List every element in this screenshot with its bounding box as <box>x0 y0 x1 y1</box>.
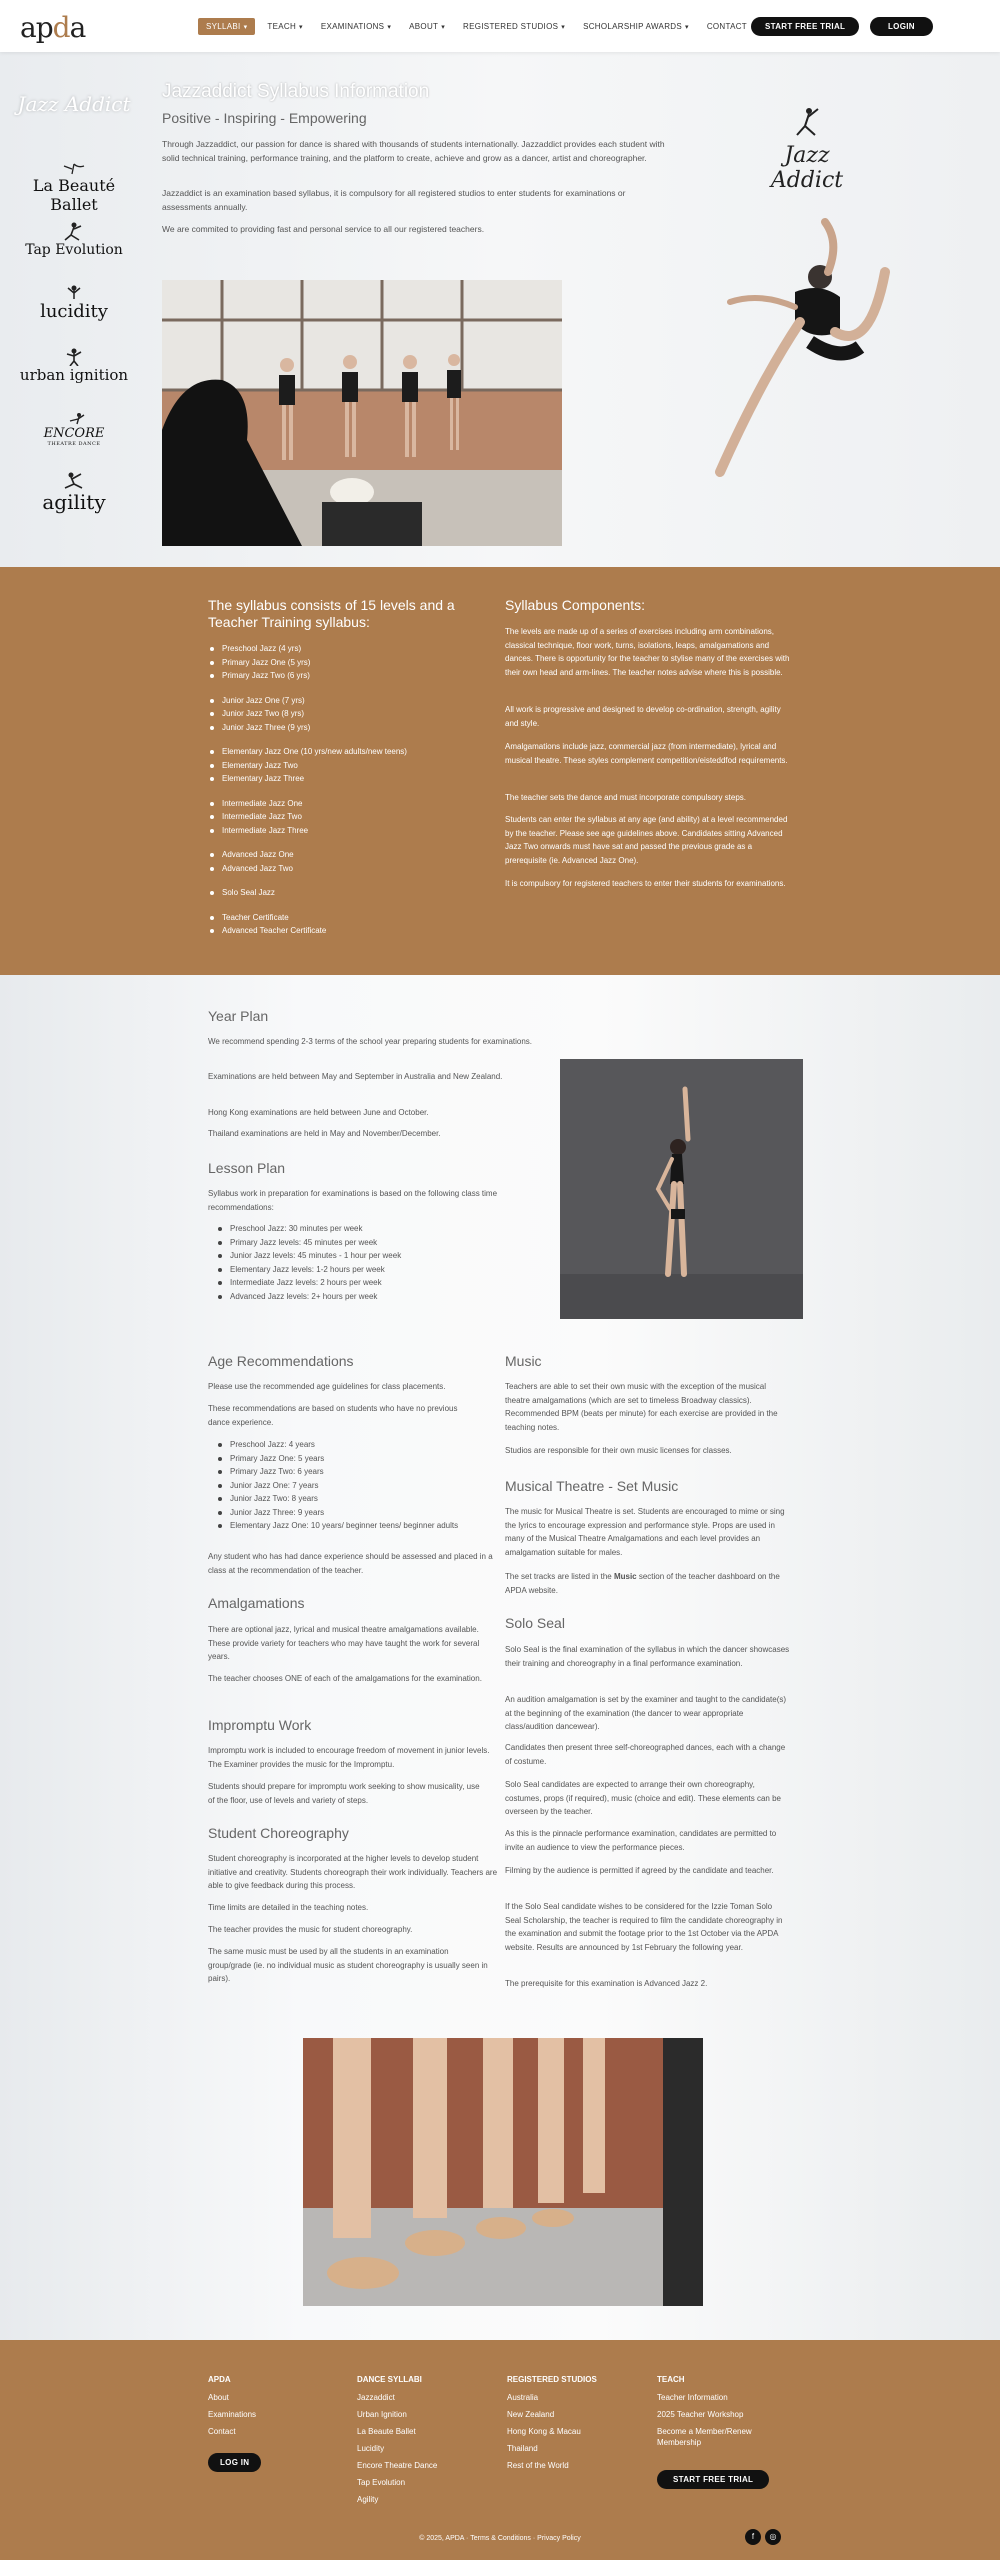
list-item: Junior Jazz levels: 45 minutes - 1 hour per week <box>208 1249 401 1263</box>
age-list <box>208 1438 458 1533</box>
list-item: Junior Jazz Three: 9 years <box>208 1506 458 1520</box>
music-paragraph: Teachers are able to set their own music with the exception of the musical theatre amalgamations (which are set to timeless Broadway classics). Recommended BPM (beats per minute) for each exercise are provided in the teaching notes. <box>505 1382 778 1432</box>
class-photo <box>162 280 562 546</box>
list-item: Elementary Jazz One: 10 years/ beginner teens/ beginner adults <box>208 1519 458 1533</box>
solo-seal-paragraph: The prerequisite for this examination is Advanced Jazz 2. <box>505 1979 708 1988</box>
list-item: Elementary Jazz Three <box>210 772 407 786</box>
instagram-icon[interactable]: ◎ <box>765 2529 781 2545</box>
music-dashboard-link[interactable]: Music <box>613 1572 637 1581</box>
levels-heading: The syllabus consists of 15 levels and a Teacher Training syllabus: <box>208 597 455 630</box>
nav-item-scholarship-awards[interactable] <box>583 22 689 31</box>
music-paragraph: Studios are responsible for their own music licenses for classes. <box>505 1446 732 1455</box>
lucidity-dancer-icon <box>59 285 89 301</box>
chevron-down-icon: ▾ <box>561 24 566 31</box>
chevron-down-icon: ▾ <box>441 24 446 31</box>
components-paragraph: The teacher sets the dance and must incorporate compulsory steps. <box>505 793 747 802</box>
year-plan-paragraph: Thailand examinations are held in May and November/December. <box>208 1129 441 1138</box>
login-button[interactable]: LOGIN <box>870 17 933 36</box>
components-paragraph: Students can enter the syllabus at any age (and ability) at a level recommended by the teacher. Please see age guidelines above. Candidates sitting Advanced Jazz Two onwards must have sat and passed the previous grade as a prerequisite (ie. Advanced Jazz One). <box>505 815 788 865</box>
list-item: Junior Jazz One: 7 years <box>208 1479 458 1493</box>
year-plan-paragraph: We recommend spending 2-3 terms of the school year preparing students for examinations. <box>208 1037 533 1046</box>
list-item: Junior Jazz Two (8 yrs) <box>210 707 407 721</box>
footer-column-teach <box>657 2375 752 2448</box>
amalgamations-paragraph: There are optional jazz, lyrical and musical theatre amalgamations available. These provide variety for teachers who may have taught the work for several years. <box>208 1625 480 1661</box>
brand-logo-urban-ignition[interactable] <box>14 348 134 384</box>
list-item: Solo Seal Jazz <box>210 886 407 900</box>
age-paragraph: Any student who has had dance experience should be assessed and placed in a class at the recommendation of the teacher. <box>208 1552 493 1575</box>
main-menu <box>198 18 765 35</box>
solo-seal-paragraph: Candidates then present three self-choreographed dances, each with a change of costume. <box>505 1743 786 1766</box>
solo-seal-paragraph: Filming by the audience is permitted if agreed by the candidate and teacher. <box>505 1866 774 1875</box>
list-item: Intermediate Jazz levels: 2 hours per week <box>208 1276 401 1290</box>
footer-heading: APDA <box>208 2375 231 2384</box>
age-paragraph: These recommendations are based on students who have no previous dance experience. <box>208 1404 458 1427</box>
logo-text: Jazz <box>784 143 830 168</box>
list-item: Intermediate Jazz Two <box>210 810 407 824</box>
text-span: section of the teacher dashboard on the APDA website. <box>505 1572 780 1595</box>
encore-dancer-icon <box>59 412 89 426</box>
footer-link-agility[interactable]: Agility <box>357 2495 379 2504</box>
list-item: Elementary Jazz levels: 1-2 hours per week <box>208 1263 401 1277</box>
choreography-paragraph: Time limits are detailed in the teaching notes. <box>208 1903 369 1912</box>
brand-label: lucidity <box>40 301 108 322</box>
nav-label: REGISTERED STUDIOS <box>463 22 559 31</box>
footer-link-become-member[interactable]: Become a Member/Renew <box>657 2427 752 2436</box>
impromptu-paragraph: Students should prepare for impromptu work seeking to show musicality, use of the floor, use of levels and variety of steps. <box>208 1782 480 1805</box>
brand-logo-jazzaddict[interactable]: Jazz Addict <box>17 92 131 116</box>
lesson-plan-list <box>208 1222 401 1303</box>
page-title: Jazzaddict Syllabus Information <box>162 81 430 102</box>
start-free-trial-button[interactable]: START FREE TRIAL <box>751 17 859 36</box>
nav-label: SCHOLARSHIP AWARDS <box>583 22 682 31</box>
age-recommendations-heading: Age Recommendations <box>208 1353 354 1369</box>
musical-theatre-paragraph: The music for Musical Theatre is set. Students are encouraged to mime or sing the lyrics to encourage expression and performance style. Props are used in many of the Musical Theatre Amalgamations and each level provides an amalgamation suitable for males. <box>505 1507 785 1557</box>
levels-list <box>210 642 407 938</box>
nav-label: SYLLABI <box>206 22 241 31</box>
list-item: Teacher Certificate <box>210 911 407 925</box>
lesson-plan-heading: Lesson Plan <box>208 1160 286 1176</box>
brand-logo-tap-evolution[interactable] <box>14 222 134 258</box>
footer-link-contact[interactable]: Contact <box>208 2427 236 2436</box>
footer-heading: TEACH <box>657 2375 685 2384</box>
footer-heading: DANCE SYLLABI <box>357 2375 422 2384</box>
hero-section <box>0 52 1000 567</box>
solo-seal-paragraph: An audition amalgamation is set by the examiner and taught to the candidate(s) at the beginning of the examination (the dancer to wear appropriate class/audition dancewear). <box>505 1695 787 1731</box>
choreography-paragraph: The teacher provides the music for student choreography. <box>208 1925 413 1934</box>
footer-link-membership[interactable]: Membership <box>657 2438 702 2447</box>
brand-label: agility <box>42 490 106 514</box>
list-item: Advanced Jazz One <box>210 848 407 862</box>
nav-item-registered-studios[interactable] <box>463 22 565 31</box>
footer-link-jazzaddict[interactable]: Jazzaddict <box>357 2393 395 2402</box>
nav-item-contact[interactable]: CONTACT <box>706 22 747 31</box>
jazzaddict-logo: Jazz Addict <box>752 107 862 193</box>
list-item: Primary Jazz Two: 6 years <box>208 1465 458 1479</box>
footer-link-teacher-information[interactable]: Teacher Information <box>657 2393 728 2402</box>
footer-link-hong-kong-macau[interactable]: Hong Kong & Macau <box>507 2427 581 2436</box>
choreography-paragraph: Student choreography is incorporated at the higher levels to develop student initiative and creativity. Students choreograph their work individually. Teachers are able to give feedback during this process. <box>208 1854 498 1890</box>
logo-letter: a <box>69 11 86 44</box>
chevron-down-icon: ▾ <box>684 24 689 31</box>
footer-link-rest-of-world[interactable]: Rest of the World <box>507 2461 569 2470</box>
brand-label: urban ignition <box>19 366 129 384</box>
ballet-dancer-photo <box>560 1059 803 1319</box>
amalgamations-heading: Amalgamations <box>208 1595 305 1611</box>
logo-text: ddict <box>786 168 844 193</box>
components-paragraph: It is compulsory for registered teachers to enter their students for examinations. <box>505 879 786 888</box>
page-subtitle: Positive - Inspiring - Empowering <box>162 110 367 126</box>
separator: · <box>466 2535 469 2542</box>
list-item: Preschool Jazz: 30 minutes per week <box>208 1222 401 1236</box>
logo-letter: a <box>20 11 36 44</box>
year-plan-heading: Year Plan <box>208 1008 269 1024</box>
intro-paragraph: Through Jazzaddict, our passion for dance is shared with thousands of students internationally. Jazzaddict provides each student with solid technical training, performance training, and the platform to create, achieve and grow as a dancer, artist and choreographer. <box>162 139 665 163</box>
site-footer <box>0 2340 1000 2560</box>
list-item: Intermediate Jazz Three <box>210 824 407 838</box>
nav-label: EXAMINATIONS <box>320 22 385 31</box>
list-item: Junior Jazz Three (9 yrs) <box>210 721 407 735</box>
list-item: Intermediate Jazz One <box>210 797 407 811</box>
chevron-down-icon: ▾ <box>387 24 392 31</box>
separator: · <box>532 2535 536 2542</box>
footer-link-about[interactable]: About <box>208 2393 229 2402</box>
brand-sublabel: THEATRE DANCE <box>47 441 101 447</box>
footer-link-new-zealand[interactable]: New Zealand <box>507 2410 555 2419</box>
copyright-bar <box>0 2535 1000 2542</box>
year-plan-paragraph: Hong Kong examinations are held between June and October. <box>208 1108 429 1117</box>
list-item: Preschool Jazz (4 yrs) <box>210 642 407 656</box>
footer-link-lucidity[interactable]: Lucidity <box>357 2444 385 2453</box>
brand-logo-la-beaute-ballet[interactable] <box>14 162 134 214</box>
footer-column-dance-syllabi <box>357 2375 437 2508</box>
nav-label: TEACH <box>267 22 297 31</box>
student-choreography-heading: Student Choreography <box>208 1825 349 1841</box>
list-item: Primary Jazz levels: 45 minutes per week <box>208 1236 401 1250</box>
copyright-text: © 2025, APDA <box>419 2535 465 2542</box>
impromptu-heading: Impromptu Work <box>208 1717 312 1733</box>
footer-link-australia[interactable]: Australia <box>507 2393 539 2402</box>
brand-label: Tap Evolution <box>25 242 123 258</box>
footer-column-apda <box>208 2375 256 2440</box>
chevron-down-icon: ▾ <box>299 24 303 31</box>
music-heading: Music <box>505 1353 542 1369</box>
solo-seal-paragraph: If the Solo Seal candidate wishes to be considered for the Izzie Toman Solo Seal Scholarship, the teacher is required to film the candidate choreography in the examination and submit the footage prior to the 1st October via the APDA website. Results are announced by 1st February the following year. <box>505 1902 783 1952</box>
list-item: Advanced Jazz Two <box>210 862 407 876</box>
nav-item-examinations[interactable] <box>321 22 391 31</box>
nav-item-syllabi[interactable] <box>198 18 255 35</box>
footer-link-la-beaute-ballet[interactable]: La Beaute Ballet <box>357 2427 416 2436</box>
lesson-plan-intro: Syllabus work in preparation for examinations is based on the following class time recommendations: <box>208 1189 498 1212</box>
brand-logo-agility[interactable] <box>14 472 134 514</box>
list-item: Primary Jazz Two (6 yrs) <box>210 669 407 683</box>
footer-link-teacher-workshop[interactable]: 2025 Teacher Workshop <box>657 2410 744 2419</box>
brand-label: ENCORE <box>43 426 105 441</box>
footer-column-registered-studios <box>507 2375 597 2474</box>
nav-item-about[interactable] <box>409 22 445 31</box>
top-navigation <box>0 0 1000 52</box>
choreography-paragraph: The same music must be used by all the students in an examination group/grade (ie. no individual music as student choreography is usually seen in pairs). <box>208 1947 488 1983</box>
footer-link-encore[interactable]: Encore Theatre Dance <box>357 2461 438 2470</box>
text-span: The set tracks are listed in the <box>505 1572 614 1581</box>
list-item: Preschool Jazz: 4 years <box>208 1438 458 1452</box>
year-plan-paragraph: Examinations are held between May and September in Australia and New Zealand. <box>208 1072 503 1081</box>
footer-start-free-trial-button[interactable]: START FREE TRIAL <box>657 2470 769 2489</box>
brand-logo-lucidity[interactable] <box>14 285 134 322</box>
list-item: Junior Jazz One (7 yrs) <box>210 694 407 708</box>
solo-seal-heading: Solo Seal <box>505 1615 565 1631</box>
chevron-down-icon: ▾ <box>243 24 248 31</box>
leaping-dancer-photo <box>700 182 900 542</box>
apda-logo[interactable] <box>20 11 85 44</box>
list-item: Junior Jazz Two: 8 years <box>208 1492 458 1506</box>
syllabus-details <box>0 975 1000 2340</box>
solo-seal-paragraph: As this is the pinnacle performance examination, candidates are permitted to invite an audience to view the performance pieces. <box>505 1829 777 1852</box>
logo-letter: p <box>35 11 53 44</box>
age-paragraph: Please use the recommended age guidelines for class placements. <box>208 1382 446 1391</box>
list-item: Elementary Jazz One (10 yrs/new adults/new teens) <box>210 745 407 759</box>
nav-item-teach[interactable] <box>267 22 302 31</box>
amalgamations-paragraph: The teacher chooses ONE of each of the amalgamations for the examination. <box>208 1674 482 1683</box>
facebook-icon[interactable]: f <box>745 2529 761 2545</box>
musical-theatre-paragraph <box>505 1570 790 1597</box>
jazz-dancer-icon <box>787 107 827 137</box>
components-heading: Syllabus Components: <box>505 597 646 613</box>
logo-letter: d <box>52 11 70 44</box>
ballerina-icon <box>54 162 94 176</box>
impromptu-paragraph: Impromptu work is included to encourage freedom of movement in junior levels. The Examiner provides the music for the Impromptu. <box>208 1746 490 1769</box>
brand-logo-encore[interactable] <box>14 412 134 447</box>
components-paragraph: All work is progressive and designed to develop co-ordination, strength, agility and style. <box>505 705 781 728</box>
nav-label: ABOUT <box>409 22 439 31</box>
components-paragraph: Amalgamations include jazz, commercial jazz (from intermediate), lyrical and musical theatre. These styles complement competition/eisteddfod requirements. <box>505 742 788 765</box>
list-item: Primary Jazz One (5 yrs) <box>210 656 407 670</box>
footer-login-button[interactable]: LOG IN <box>208 2453 261 2472</box>
agility-dancer-icon <box>59 472 89 490</box>
footer-link-urban-ignition[interactable]: Urban Ignition <box>357 2410 407 2419</box>
syllabus-section <box>0 567 1000 975</box>
list-item: Advanced Jazz levels: 2+ hours per week <box>208 1290 401 1304</box>
components-paragraph: The levels are made up of a series of exercises including arm combinations, classical technique, floor work, turns, isolations, leaps, amalgamations and dances. There is opportunity for the teacher to stylise many of the exercises with their own head and arm-lines. The teacher notes advise where this is possible. <box>505 627 790 677</box>
dancers-feet-photo <box>303 2038 703 2306</box>
footer-link-examinations[interactable]: Examinations <box>208 2410 257 2419</box>
brand-label: La Beauté Ballet <box>32 176 116 214</box>
list-item: Primary Jazz One: 5 years <box>208 1452 458 1466</box>
footer-heading: REGISTERED STUDIOS <box>507 2375 597 2384</box>
tap-dancer-icon <box>54 222 94 242</box>
intro-paragraph: We are commited to providing fast and personal service to all our registered teachers. <box>162 224 485 234</box>
solo-seal-paragraph: Solo Seal candidates are expected to arrange their own choreography, costumes, props (if required), music (choice and edit). These elements can be overseen by the teacher. <box>505 1780 781 1816</box>
terms-link[interactable]: Terms & Conditions <box>470 2535 531 2542</box>
list-item: Elementary Jazz Two <box>210 759 407 773</box>
privacy-link[interactable]: Privacy Policy <box>537 2535 581 2542</box>
footer-link-thailand[interactable]: Thailand <box>507 2444 538 2453</box>
urban-dancer-icon <box>59 348 89 366</box>
solo-seal-paragraph: Solo Seal is the final examination of the syllabus in which the dancer showcases their training and choreography in a final performance examination. <box>505 1645 790 1668</box>
footer-link-tap-evolution[interactable]: Tap Evolution <box>357 2478 406 2487</box>
musical-theatre-heading: Musical Theatre - Set Music <box>505 1478 679 1494</box>
list-item: Advanced Teacher Certificate <box>210 924 407 938</box>
intro-paragraph: Jazzaddict is an examination based syllabus, it is compulsory for all registered studios to enter students for examinations or assessments annually. <box>162 188 626 212</box>
